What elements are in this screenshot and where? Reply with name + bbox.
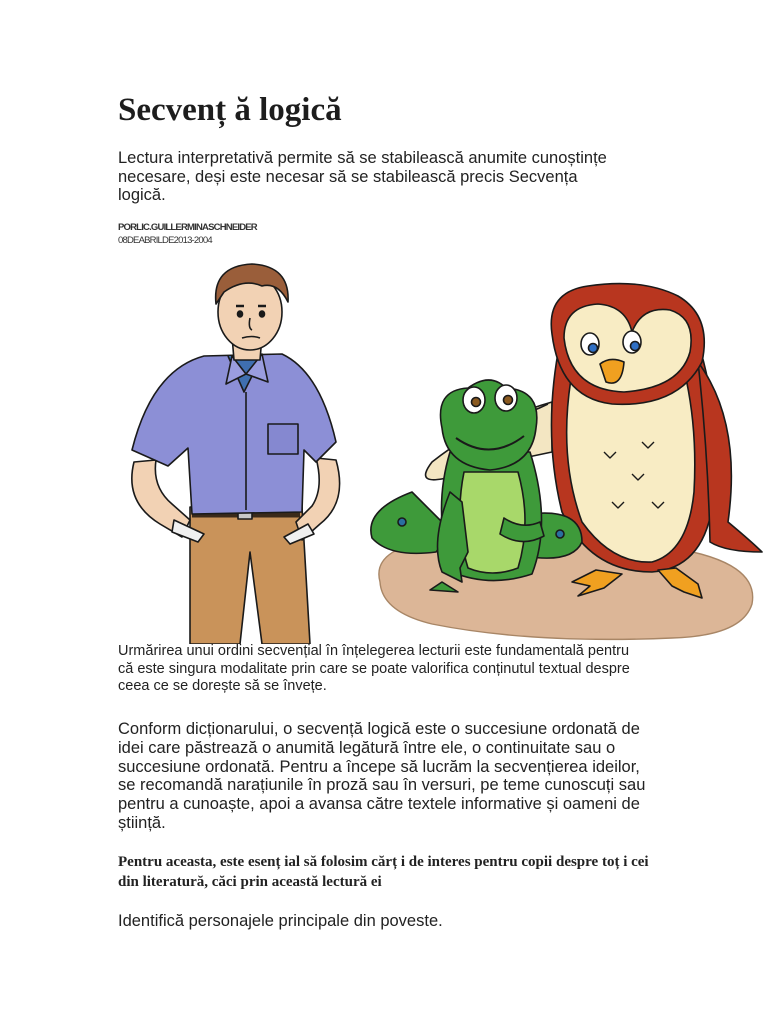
page-title: Secvenț ă logică bbox=[118, 92, 342, 128]
man-figure bbox=[132, 264, 340, 644]
cartoon-illustration bbox=[112, 252, 764, 644]
author-byline: PORLIC.GUILLERMINASCHNEIDER bbox=[118, 222, 257, 233]
instruction-line: Identifică personajele principale din poveste. bbox=[118, 912, 443, 930]
paragraph-sequential-order: Urmărirea unui ordini secvențial în înțelegerea lecturii este fundamentală pentru că este singura modalitate prin care se poate valorifica conținutul textual despre ceea ce se dorește să se învețe. bbox=[118, 643, 630, 694]
paragraph-definition: Conform dicționarului, o secvență logică este o succesiune ordonată de idei care păstrează o anumită legătură între ele, o continuitate sau o succesiune ordonată. Pentru a începe să lucrăm la secvențierea ideilor, se recomandă narațiunile în proză sau în versuri, pe teme cunoscuți sau pentru a cunoaște, apoi a avansa către textele informative și oameni de știință. bbox=[118, 720, 646, 832]
paragraph-importance: Pentru aceasta, este esenț ial să folosim cărț i de interes pentru copii despre toț i cei din literatură, căci prin această lectură ei bbox=[118, 854, 649, 890]
publish-date: 08DEABRILDE2013-2004 bbox=[118, 235, 212, 246]
lead-paragraph: Lectura interpretativă permite să se stabilească anumite cunoștințe necesare, deși este necesar să se stabilească precis Secvența logică. bbox=[118, 149, 607, 204]
